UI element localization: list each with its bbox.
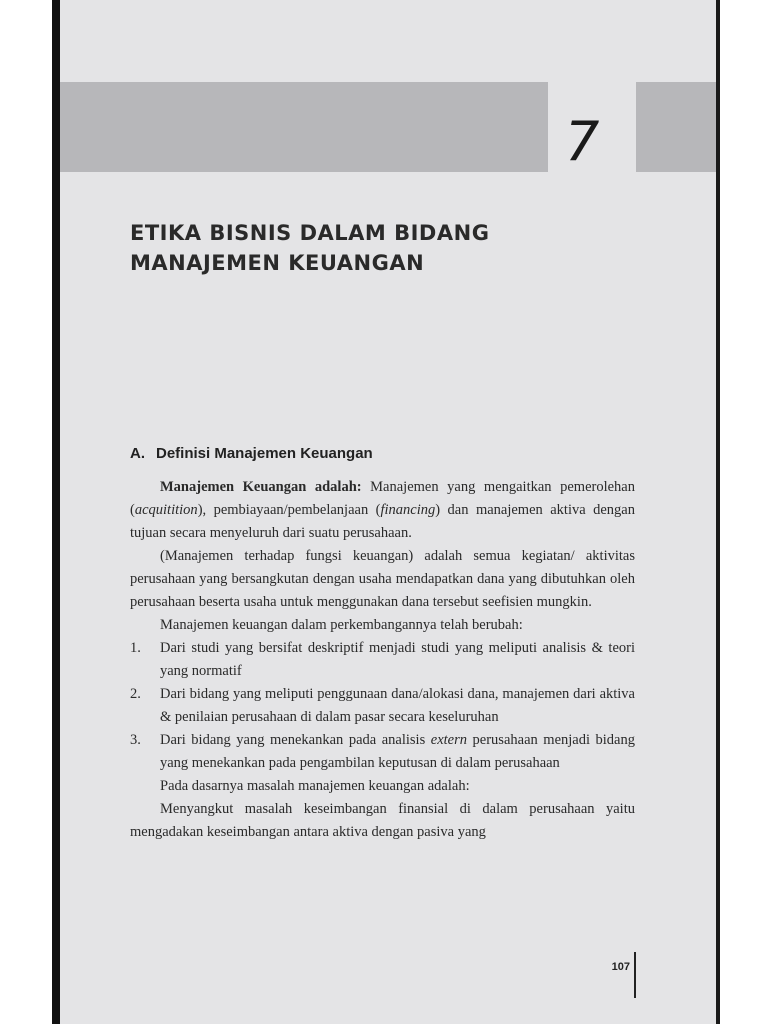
page-number-rule (634, 952, 636, 998)
list-number: 2. (130, 686, 141, 702)
chapter-title (130, 218, 590, 278)
list-text-pre: Dari bidang yang menekankan pada analisis (160, 732, 431, 748)
paragraph-definition (130, 476, 635, 545)
scan-margin-left (0, 0, 56, 1024)
definition-text-1: Manajemen yang mengaitkan pemerolehan ( (130, 479, 635, 518)
list-text: Dari studi yang bersifat deskriptif menjadi studi yang meliputi analisis & teori yang normatif (160, 640, 635, 679)
list-item (130, 729, 635, 775)
section-heading (130, 444, 590, 464)
chapter-number: 7 (565, 110, 600, 173)
chapter-title-line-1: ETIKA BISNIS DALAM BIDANG (130, 221, 490, 245)
list-item (130, 683, 635, 729)
list-text: Dari bidang yang meliputi penggunaan dana/alokasi dana, manajemen dari aktiva & penilaian perusahaan di dalam pasar secara keseluruhan (160, 686, 635, 725)
definition-italic-2: financing (380, 502, 436, 518)
paragraph-function: (Manajemen terhadap fungsi keuangan) adalah semua kegiatan/ aktivitas perusahaan yang bersangkutan dengan usaha mendapatkan dana yang dibutuhkan oleh perusahaan beserta usaha untuk menggunakan dana tersebut seefisien mungkin. (130, 548, 635, 610)
list-number: 3. (130, 732, 141, 748)
paragraph-problem-intro: Pada dasarnya masalah manajemen keuangan adalah: (160, 778, 470, 794)
list-text-italic: extern (430, 732, 467, 748)
definition-term: Manajemen Keuangan adalah: (160, 479, 362, 495)
scan-margin-right (720, 0, 768, 1024)
section-letter: A. (130, 445, 145, 462)
body-text (130, 476, 635, 844)
list-number: 1. (130, 640, 141, 656)
paragraph-balance: Menyangkut masalah keseimbangan finansial di dalam perusahaan yaitu mengadakan keseimbangan antara aktiva dengan pasiva yang (130, 801, 635, 840)
chapter-title-line-2: MANAJEMEN KEUANGAN (130, 251, 425, 275)
list-text-post: perusahaan menjadi bidang yang menekankan pada pengambilan keputusan di dalam perusahaan (160, 732, 635, 771)
definition-text-3: ) dan manajemen aktiva dengan tujuan secara menyeluruh dari suatu perusahaan. (130, 502, 635, 541)
chapter-header-band (60, 82, 548, 172)
development-list (130, 637, 635, 775)
list-item (130, 637, 635, 683)
definition-text-2: ), pembiayaan/pembelanjaan ( (197, 502, 381, 518)
paragraph-development: Manajemen keuangan dalam perkembangannya telah berubah: (160, 617, 523, 633)
section-title: Definisi Manajemen Keuangan (156, 445, 373, 462)
definition-italic-1: acquitition (134, 502, 198, 518)
chapter-header-band-right (636, 82, 716, 172)
page-number: 107 (611, 961, 630, 973)
